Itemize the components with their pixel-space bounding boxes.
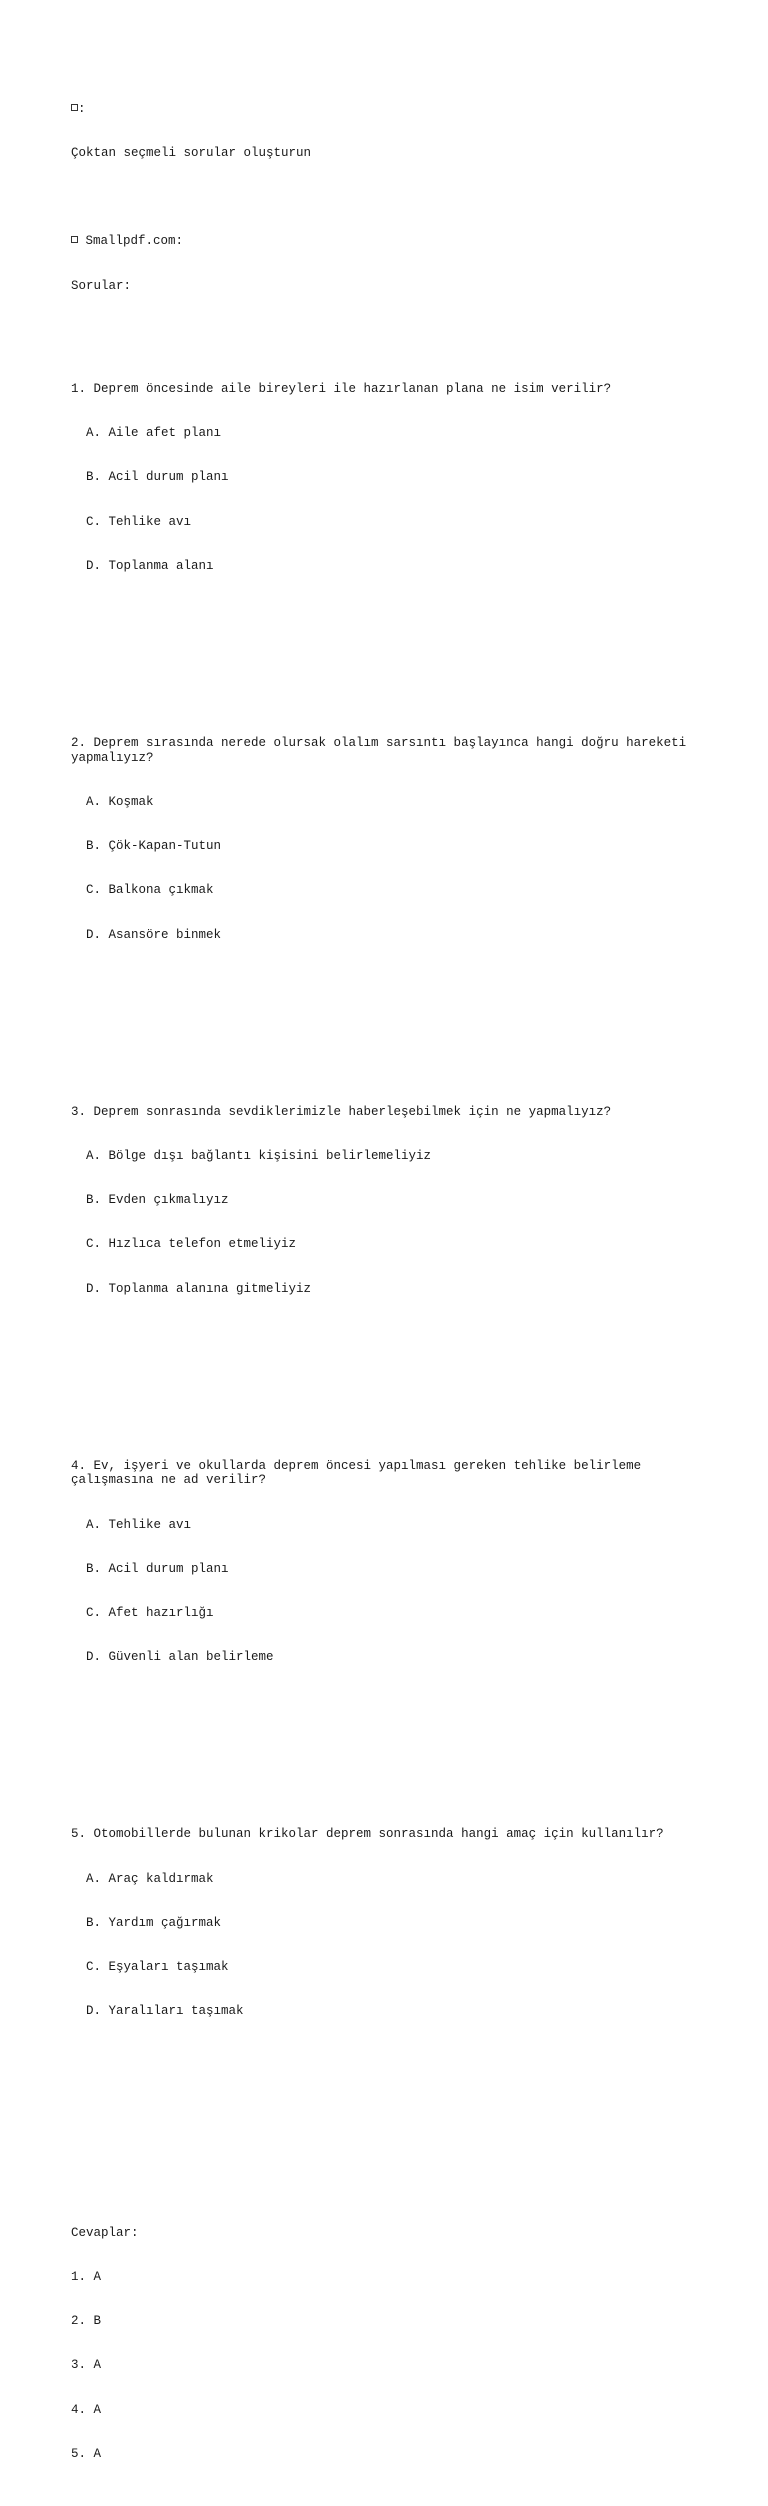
option-c: C. Tehlike avı [86,514,192,529]
option-b: B. Yardım çağırmak [86,1915,222,1930]
option-c: C. Hızlıca telefon etmeliyiz [86,1237,297,1252]
option-b: B. Evden çıkmalıyız [86,1193,229,1207]
question-text: 4. Ev, işyeri ve okullarda deprem öncesi yapılması gereken tehlike belirleme çalışmasına ne ad verilir? [71,1458,649,1488]
option-d: D. Toplanma alanı [86,558,214,573]
missing-glyph-icon [71,236,78,243]
question-2 [71,706,731,972]
source-line [71,234,731,249]
missing-glyph-icon [71,104,78,111]
option-d: D. Asansöre binmek [86,927,222,942]
document-page [71,72,731,2506]
option-a: A. Tehlike avı [86,1517,192,1532]
question-text: 3. Deprem sonrasında sevdiklerimizle haberleşebilmek için ne yapmalıyız? [71,1104,612,1119]
questions-heading: Sorular: [71,278,132,293]
question-3 [71,1075,731,1326]
question-1 [71,352,731,603]
answer-item: 3. A [71,2358,102,2373]
option-d: D. Toplanma alanına gitmeliyiz [86,1281,312,1296]
answer-item: 5. A [71,2446,102,2461]
question-text: 1. Deprem öncesinde aile bireyleri ile hazırlanan plana ne isim verilir? [71,381,612,396]
question-text: 2. Deprem sırasında nerede olursak olalım sarsıntı başlayınca hangi doğru hareketi yapmalıyız? [71,735,694,765]
option-b: B. Acil durum planı [86,470,229,485]
question-4 [71,1429,731,1695]
first-label: : [78,101,86,116]
question-5 [71,1798,731,2049]
option-c: C. Balkona çıkmak [86,883,214,898]
source-label: Smallpdf.com: [78,234,184,249]
option-d: D. Güvenli alan belirleme [86,1650,274,1665]
option-a: A. Araç kaldırmak [86,1871,214,1886]
option-c: C. Afet hazırlığı [86,1606,214,1620]
option-b: B. Çök-Kapan-Tutun [86,839,222,853]
header-first-line [71,102,731,117]
option-a: A. Bölge dışı bağlantı kişisini belirlemeliyiz [86,1148,432,1163]
prompt-line: Çoktan seçmeli sorular oluşturun [71,145,312,160]
answer-item: 4. A [71,2402,102,2417]
option-a: A. Aile afet planı [86,426,222,440]
answer-item: 1. A [71,2269,102,2284]
option-b: B. Acil durum planı [86,1561,229,1576]
answers-section [71,2196,731,2491]
option-d: D. Yaralıları taşımak [86,2004,244,2019]
question-text: 5. Otomobillerde bulunan krikolar deprem sonrasında hangi amaç için kullanılır? [71,1827,664,1842]
option-c: C. Eşyaları taşımak [86,1960,229,1974]
answer-item: 2. B [71,2314,102,2328]
option-a: A. Koşmak [86,794,154,809]
answers-heading: Cevaplar: [71,2225,139,2240]
